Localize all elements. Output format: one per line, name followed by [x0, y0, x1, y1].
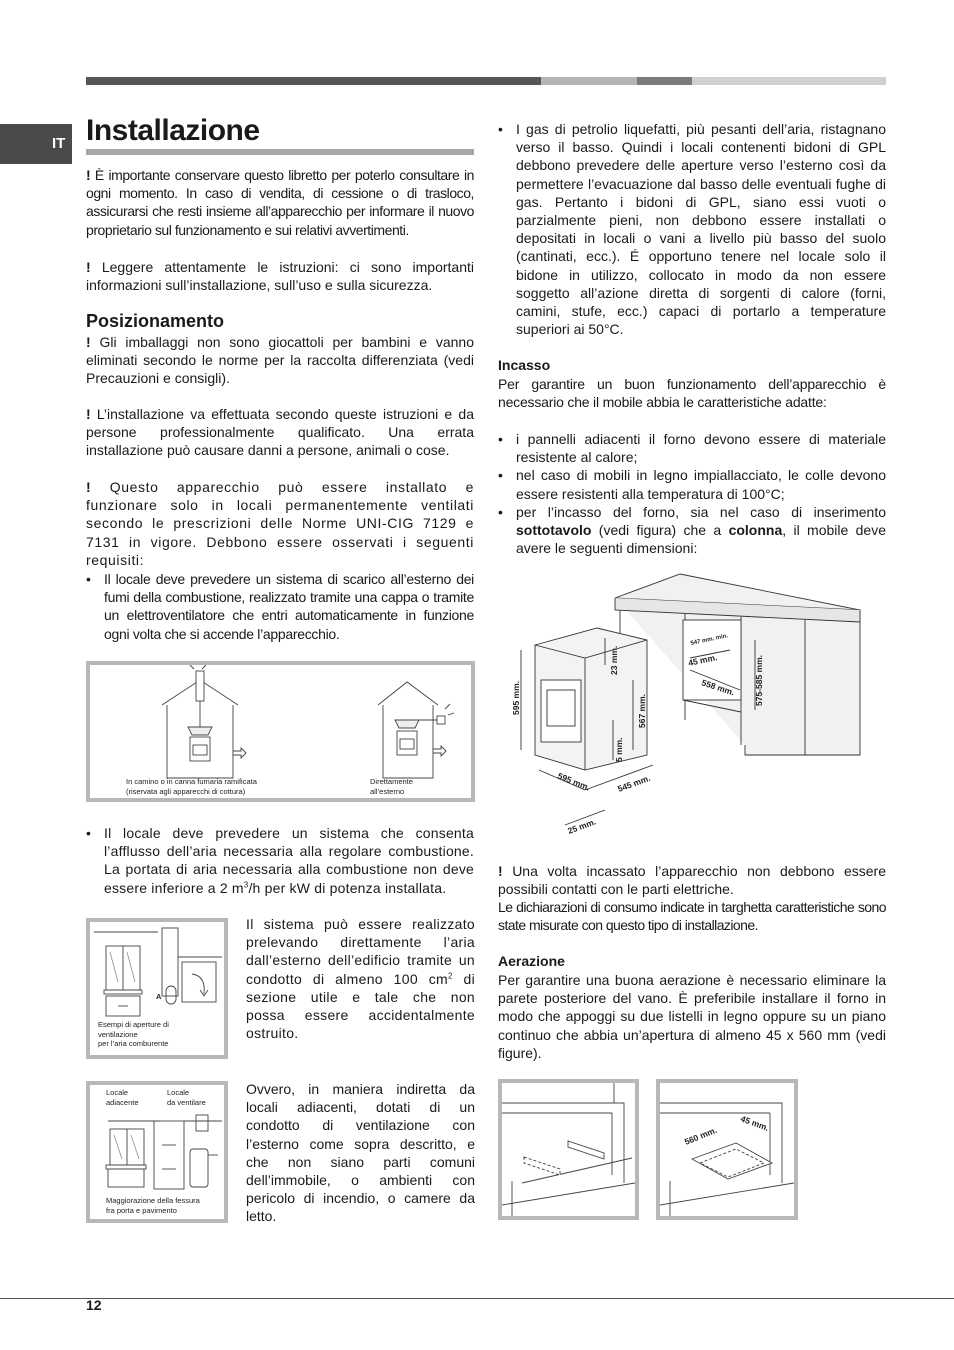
pos-paragraph-3 — [86, 478, 474, 569]
warning-mark: ! — [86, 167, 91, 183]
section-heading-posizionamento: Posizionamento — [86, 311, 225, 331]
section-heading-aerazione: Aerazione — [498, 953, 565, 969]
after-install-paragraph: ! Una volta incassato l’apparecchio non debbono essere possibili contatti con le parti elettriche. — [498, 863, 886, 898]
aeration-dim-560: 560 mm. — [683, 1124, 719, 1147]
figure-indirect-ventilation — [86, 1081, 228, 1223]
aeration-opening-diagram — [660, 1083, 794, 1216]
pos-paragraph-1 — [86, 333, 474, 388]
gpl-list — [498, 120, 886, 338]
fig3-caption: Maggiorazione della fessura fra porta e pavimento — [106, 1196, 200, 1215]
intro-paragraph-2 — [86, 258, 474, 294]
list-item: • nel caso di mobili in legno impiallacciato, le colle devono essere resistenti alla temperatura di 100°C; — [498, 466, 886, 502]
header-bar-dark — [86, 77, 541, 85]
section-heading-incasso: Incasso — [498, 357, 551, 373]
dim-25: 25 mm. — [566, 816, 598, 836]
warning-mark: ! — [86, 406, 91, 422]
list-item: • per l’incasso del forno, sia nel caso di inserimento sottotavolo (vedi figura) che a colonna, il mobile deve avere le seguenti dimensioni: — [498, 503, 886, 558]
fig1-caption-right: Direttamente all’esterno — [370, 777, 413, 796]
figure-exhaust-systems — [86, 661, 475, 802]
aeration-listelli-diagram — [502, 1083, 635, 1216]
list-item: • I gas di petrolio liquefatti, più pesanti dell’aria, ristagnano verso il basso. Quindi i locali contenenti bidoni di GPL debbono prevedere delle aperture verso l’esterno così da permettere l’evacuazione dal basso delle eventuali fughe di gas. Pertanto i bidoni di GPL, siano essi vuoti o parzialmente pieni, non debbono essere installati o depositati in locali o vani a livello più basso del suolo (cantinati, ecc.). É opportuno tenere nel locale solo il bidone in utilizzo, collocato in modo da non essere soggetto all’azione diretta di sorgenti di calore (forni, camini, stufe, ecc.) capaci di portarlo a temperature superiori ai 50°C. — [498, 120, 886, 338]
dim-558: 558 mm. — [700, 677, 736, 698]
fig2-caption: Esempi di aperture di ventilazione per l’aria comburente — [98, 1020, 169, 1048]
dim-595-vertical: 595 mm. — [511, 680, 521, 715]
warning-mark: ! — [86, 479, 92, 495]
header-bar-dark-2 — [637, 77, 692, 85]
dim-547: 547 mm. min. — [690, 633, 729, 647]
intro-text-2: Leggere attentamente le istruzioni: ci sono importanti informazioni sull’installazione, sull’uso e sulla sicurezza. — [86, 259, 475, 294]
requirements-list-1 — [86, 570, 474, 643]
fig2-label-a: A — [156, 992, 162, 1001]
warning-mark: ! — [498, 863, 503, 879]
incasso-list — [498, 430, 886, 557]
fig3-label-ventilate: Locale da ventilare — [167, 1088, 206, 1107]
header-bar-light — [692, 77, 886, 85]
list-item: • Il locale deve prevedere un sistema che consenta l’afflusso dell’aria necessaria alla regolare combustione. La portata di aria necessaria alla combustione non deve essere inferiore a 2 $m^3/h$ per kW di potenza installata. — [86, 824, 474, 897]
built-in-dimensions-diagram — [505, 570, 865, 840]
dim-595-horizontal: 595 mm. — [556, 770, 592, 793]
intro-paragraph-1 — [86, 166, 474, 239]
consumption-paragraph: Le dichiarazioni di consumo indicate in targhetta caratteristiche sono state misurate con questo tipo di installazione. — [498, 899, 886, 934]
page-number: 12 — [86, 1297, 102, 1313]
pos-paragraph-2 — [86, 405, 474, 460]
intro-text-1: È importante conservare questo libretto per poterlo consultare in ogni momento. In caso di vendita, di cessione o di trasloco, assicurarsi che resti insieme all’apparecchio per informare il nuovo proprietario sul funzionamento e sui relativi avvertimenti. — [86, 167, 474, 238]
fig1-caption-left: In camino o in canna fumaria ramificata (riservata agli apparecchi di cottura) — [126, 777, 257, 796]
side-paragraph-1: Il sistema può essere realizzato prelevando direttamente l’aria dall’esterno dell’edificio tramite un condotto di almeno 100 $cm^2$ di sezione utile e tale che non possa essere accidentalmente ostruito. — [246, 916, 475, 1042]
side-paragraph-2: Ovvero, in maniera indiretta da locali adiacenti, dotati di un condotto di ventilazione con l’esterno come sopra descritto, e che non siano parti comuni dell’immobile, o ambienti con pericolo di incendio, o camere da letto. — [246, 1081, 475, 1225]
pos-text-2: L’installazione va effettuata secondo queste istruzioni e da persone professionalmente qualificato. Una errata installazione può causare danni a persone, animali o cose. — [86, 406, 474, 459]
footer-divider — [0, 1298, 954, 1299]
language-tab: IT — [0, 124, 72, 164]
figure-aeration-opening — [656, 1079, 798, 1220]
dim-5: 5 mm. — [614, 737, 624, 762]
aerazione-paragraph: Per garantire una buona aerazione è necessario eliminare la parete posteriore del vano. È preferibile installare il forno in modo che appoggi su due listelli in legno oppure su un piano continuo che abbia un’apertura di almeno 45 x 560 mm (vedi figure). — [498, 972, 886, 1061]
aeration-dim-45: 45 mm. — [739, 1113, 771, 1133]
list-item: • Il locale deve prevedere un sistema di scarico all’esterno dei fumi della combustione, realizzato tramite una cappa o tramite un elettroventilatore che entri automaticamente in funzione ogni volta che si accende l’apparecchio. — [86, 570, 474, 643]
figure-aeration-listelli — [498, 1079, 639, 1220]
figure-direct-ventilation — [86, 918, 228, 1059]
dim-545: 545 mm. — [616, 772, 652, 794]
dim-45: 45 mm. — [687, 652, 719, 668]
incasso-paragraph: Per garantire un buon funzionamento dell’apparecchio è necessario che il mobile abbia le caratteristiche adatte: — [498, 376, 886, 411]
list-item: • i pannelli adiacenti il forno devono essere di materiale resistente al calore; — [498, 430, 886, 466]
fig3-label-adjacent: Locale adiacente — [106, 1088, 139, 1107]
pos-text-1: Gli imballaggi non sono giocattoli per bambini e vanno eliminati secondo le norme per la raccolta differenziata (vedi Precauzioni e consigli). — [86, 334, 474, 387]
requirements-list-2 — [86, 824, 474, 897]
pos-text-3: Questo apparecchio può essere installato e funzionare solo in locali permanentemente ventilati secondo le prescrizioni delle Norme UNI-CIG 7129 e 7131 in vigore. Debbono essere osservati i seguenti requisiti: — [86, 479, 474, 568]
warning-mark: ! — [86, 334, 91, 350]
dim-575-585: 575-585 mm. — [754, 654, 764, 706]
page-title: Installazione — [86, 114, 474, 155]
dim-567: 567 mm. — [637, 693, 647, 728]
header-bar-mid — [541, 77, 637, 85]
warning-mark: ! — [86, 259, 91, 275]
dim-23: 23 mm. — [609, 645, 619, 675]
